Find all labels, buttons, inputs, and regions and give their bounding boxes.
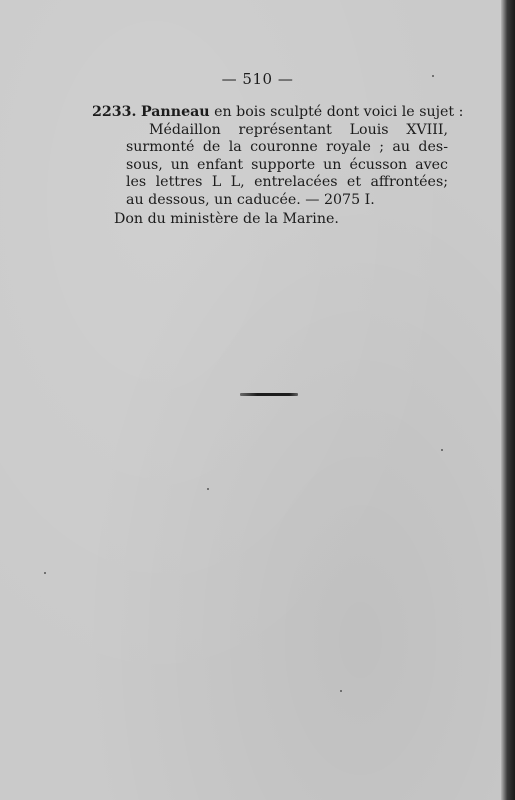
entry-text-line: en bois sculpté dont voici le sujet : [214,104,464,120]
entry-text-line: sous, un enfant supporte un écusson avec [126,156,448,173]
entry-text-line: les lettres L L, entrelacées et affrontées; [126,174,448,191]
page-edge-shadow [501,0,515,800]
entry-number: 2233. [92,104,137,120]
paper-speck [441,449,443,451]
entry-text-line: au dessous, un caducée. — 2075 I. [126,191,375,208]
entry-text-line: Médaillon représentant Louis XVIII, [149,121,448,138]
entry-title: Panneau [140,104,210,120]
catalog-entry [92,104,464,210]
paper-speck [432,75,434,77]
entry-text-line: surmonté de la couronne royale ; au des- [126,139,448,156]
end-rule-divider [240,393,298,396]
entry-line-1 [92,104,464,122]
page-number: — 510 — [221,70,294,88]
paper-speck [44,572,46,574]
paper-speck [340,690,342,692]
donation-note: Don du ministère de la Marine. [114,211,339,227]
paper-speck [207,488,209,490]
